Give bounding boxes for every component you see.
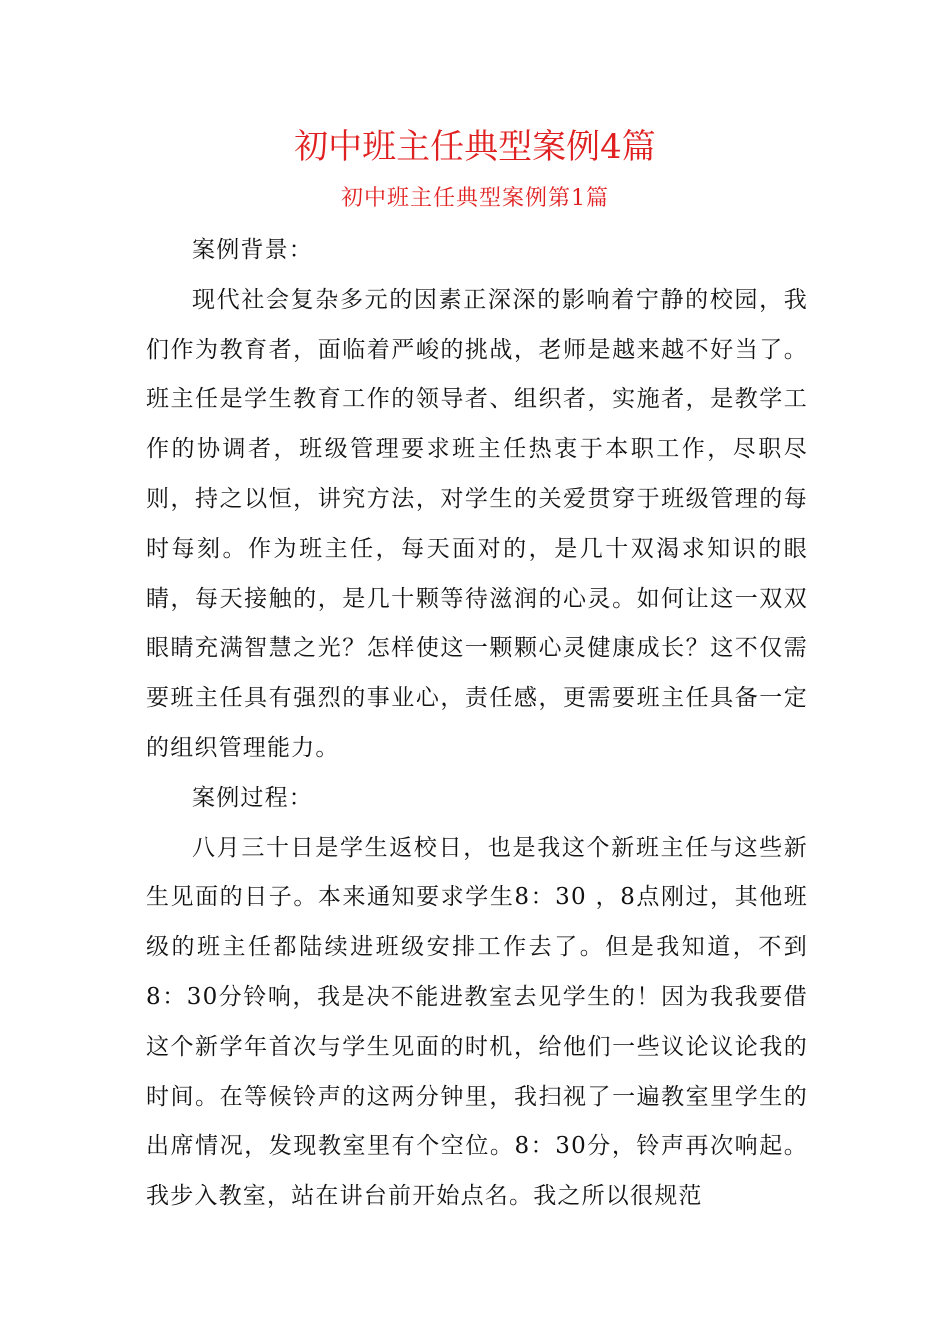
document-subtitle: 初中班主任典型案例第1篇 [341,186,609,211]
document-body [146,226,808,1222]
section-heading-process: 案例过程： [192,784,313,811]
document-title: 初中班主任典型案例4篇 [294,127,656,167]
paragraph-background: 现代社会复杂多元的因素正深深的影响着宁静的校园，我们作为教育者，面临着严峻的挑战，老师是越来越不好当了。班主任是学生教育工作的领导者、组织者，实施者，是教学工作的协调者，班级管理要求班主任热衷于本职工作，尽职尽则，持之以恒，讲究方法，对学生的关爱贯穿于班级管理的每时每刻。作为班主任，每天面对的，是几十双渴求知识的眼睛，每天接触的，是几十颗等待滋润的心灵。如何让这一双双眼睛充满智慧之光？怎样使这一颗颗心灵健康成长？这不仅需要班主任具有强烈的事业心，责任感，更需要班主任具备一定的组织管理能力。 [146,286,808,761]
section-heading-background: 案例背景： [192,237,313,263]
paragraph-process: 八月三十日是学生返校日，也是我这个新班主任与这些新生见面的日子。本来通知要求学生8：30 ，8点刚过，其他班级的班主任都陆续进班级安排工作去了。但是我知道，不到8：30分铃响，我是决不能进教室去见学生的！因为我我要借这个新学年首次与学生见面的时机，给他们一些议论议论我的时间。在等候铃声的这两分钟里，我扫视了一遍教室里学生的出席情况，发现教室里有个空位。8：30分，铃声再次响起。我步入教室，站在讲台前开始点名。我之所以很规范 [146,834,808,1210]
